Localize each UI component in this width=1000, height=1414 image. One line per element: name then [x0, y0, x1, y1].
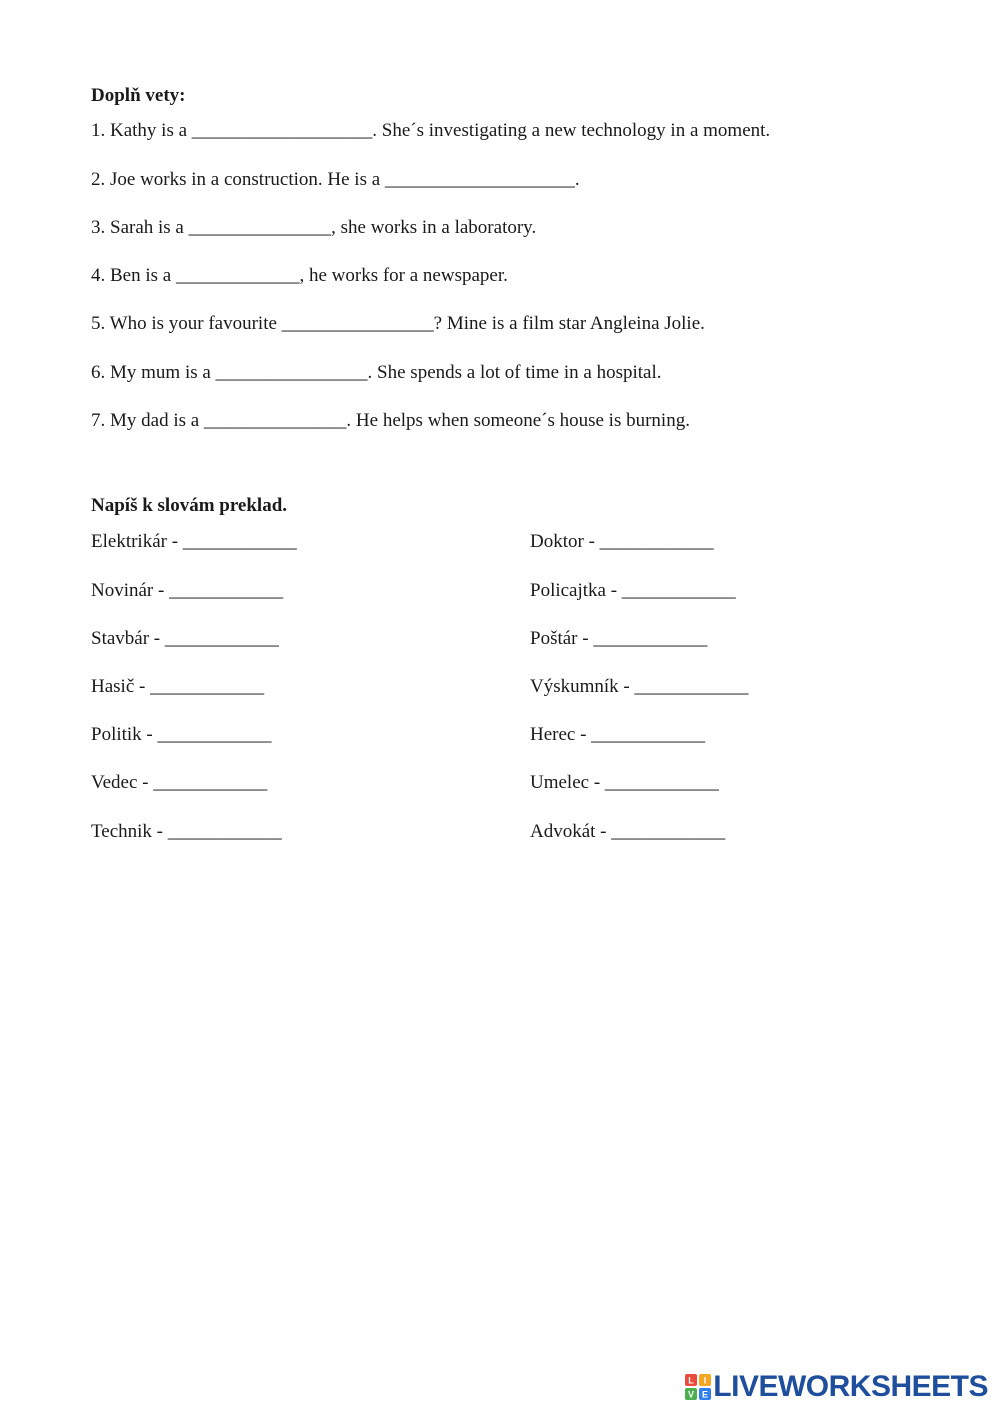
svg-text:L: L	[688, 1375, 695, 1386]
liveworksheets-logo-icon	[685, 1374, 711, 1400]
sentence-4: 4. Ben is a _____________, he works for a newspaper.	[91, 265, 508, 286]
word-right-7: Advokát - ____________	[530, 821, 726, 842]
word-left-1: Elektrikár - ____________	[91, 531, 297, 552]
svg-text:V: V	[688, 1389, 695, 1400]
word-left-2: Novinár - ____________	[91, 580, 284, 601]
section2-heading: Napíš k slovám preklad.	[91, 495, 288, 516]
word-left-4: Hasič - ____________	[91, 676, 265, 697]
svg-text:E: E	[702, 1389, 709, 1400]
word-right-5: Herec - ____________	[530, 724, 706, 745]
word-right-4: Výskumník - ____________	[530, 676, 749, 697]
word-left-6: Vedec - ____________	[91, 772, 268, 793]
brand-name: LIVEWORKSHEETS	[713, 1370, 988, 1403]
section1-heading: Doplň vety:	[91, 85, 186, 106]
sentence-3: 3. Sarah is a _______________, she works in a laboratory.	[91, 217, 537, 238]
sentence-2: 2. Joe works in a construction. He is a ____________________.	[91, 169, 580, 190]
svg-text:I: I	[704, 1375, 707, 1386]
sentence-5: 5. Who is your favourite ________________? Mine is a film star Angleina Jolie.	[91, 313, 705, 334]
word-left-5: Politik - ____________	[91, 724, 272, 745]
sentence-7: 7. My dad is a _______________. He helps when someone´s house is burning.	[91, 410, 690, 431]
word-right-3: Poštár - ____________	[530, 628, 708, 649]
word-right-2: Policajtka - ____________	[530, 580, 736, 601]
sentence-1: 1. Kathy is a ___________________. She´s investigating a new technology in a moment.	[91, 120, 771, 141]
word-right-1: Doktor - ____________	[530, 531, 714, 552]
sentence-6: 6. My mum is a ________________. She spends a lot of time in a hospital.	[91, 362, 662, 383]
word-left-7: Technik - ____________	[91, 821, 282, 842]
word-right-6: Umelec - ____________	[530, 772, 719, 793]
liveworksheets-brand	[685, 1370, 988, 1404]
word-left-3: Stavbár - ____________	[91, 628, 279, 649]
